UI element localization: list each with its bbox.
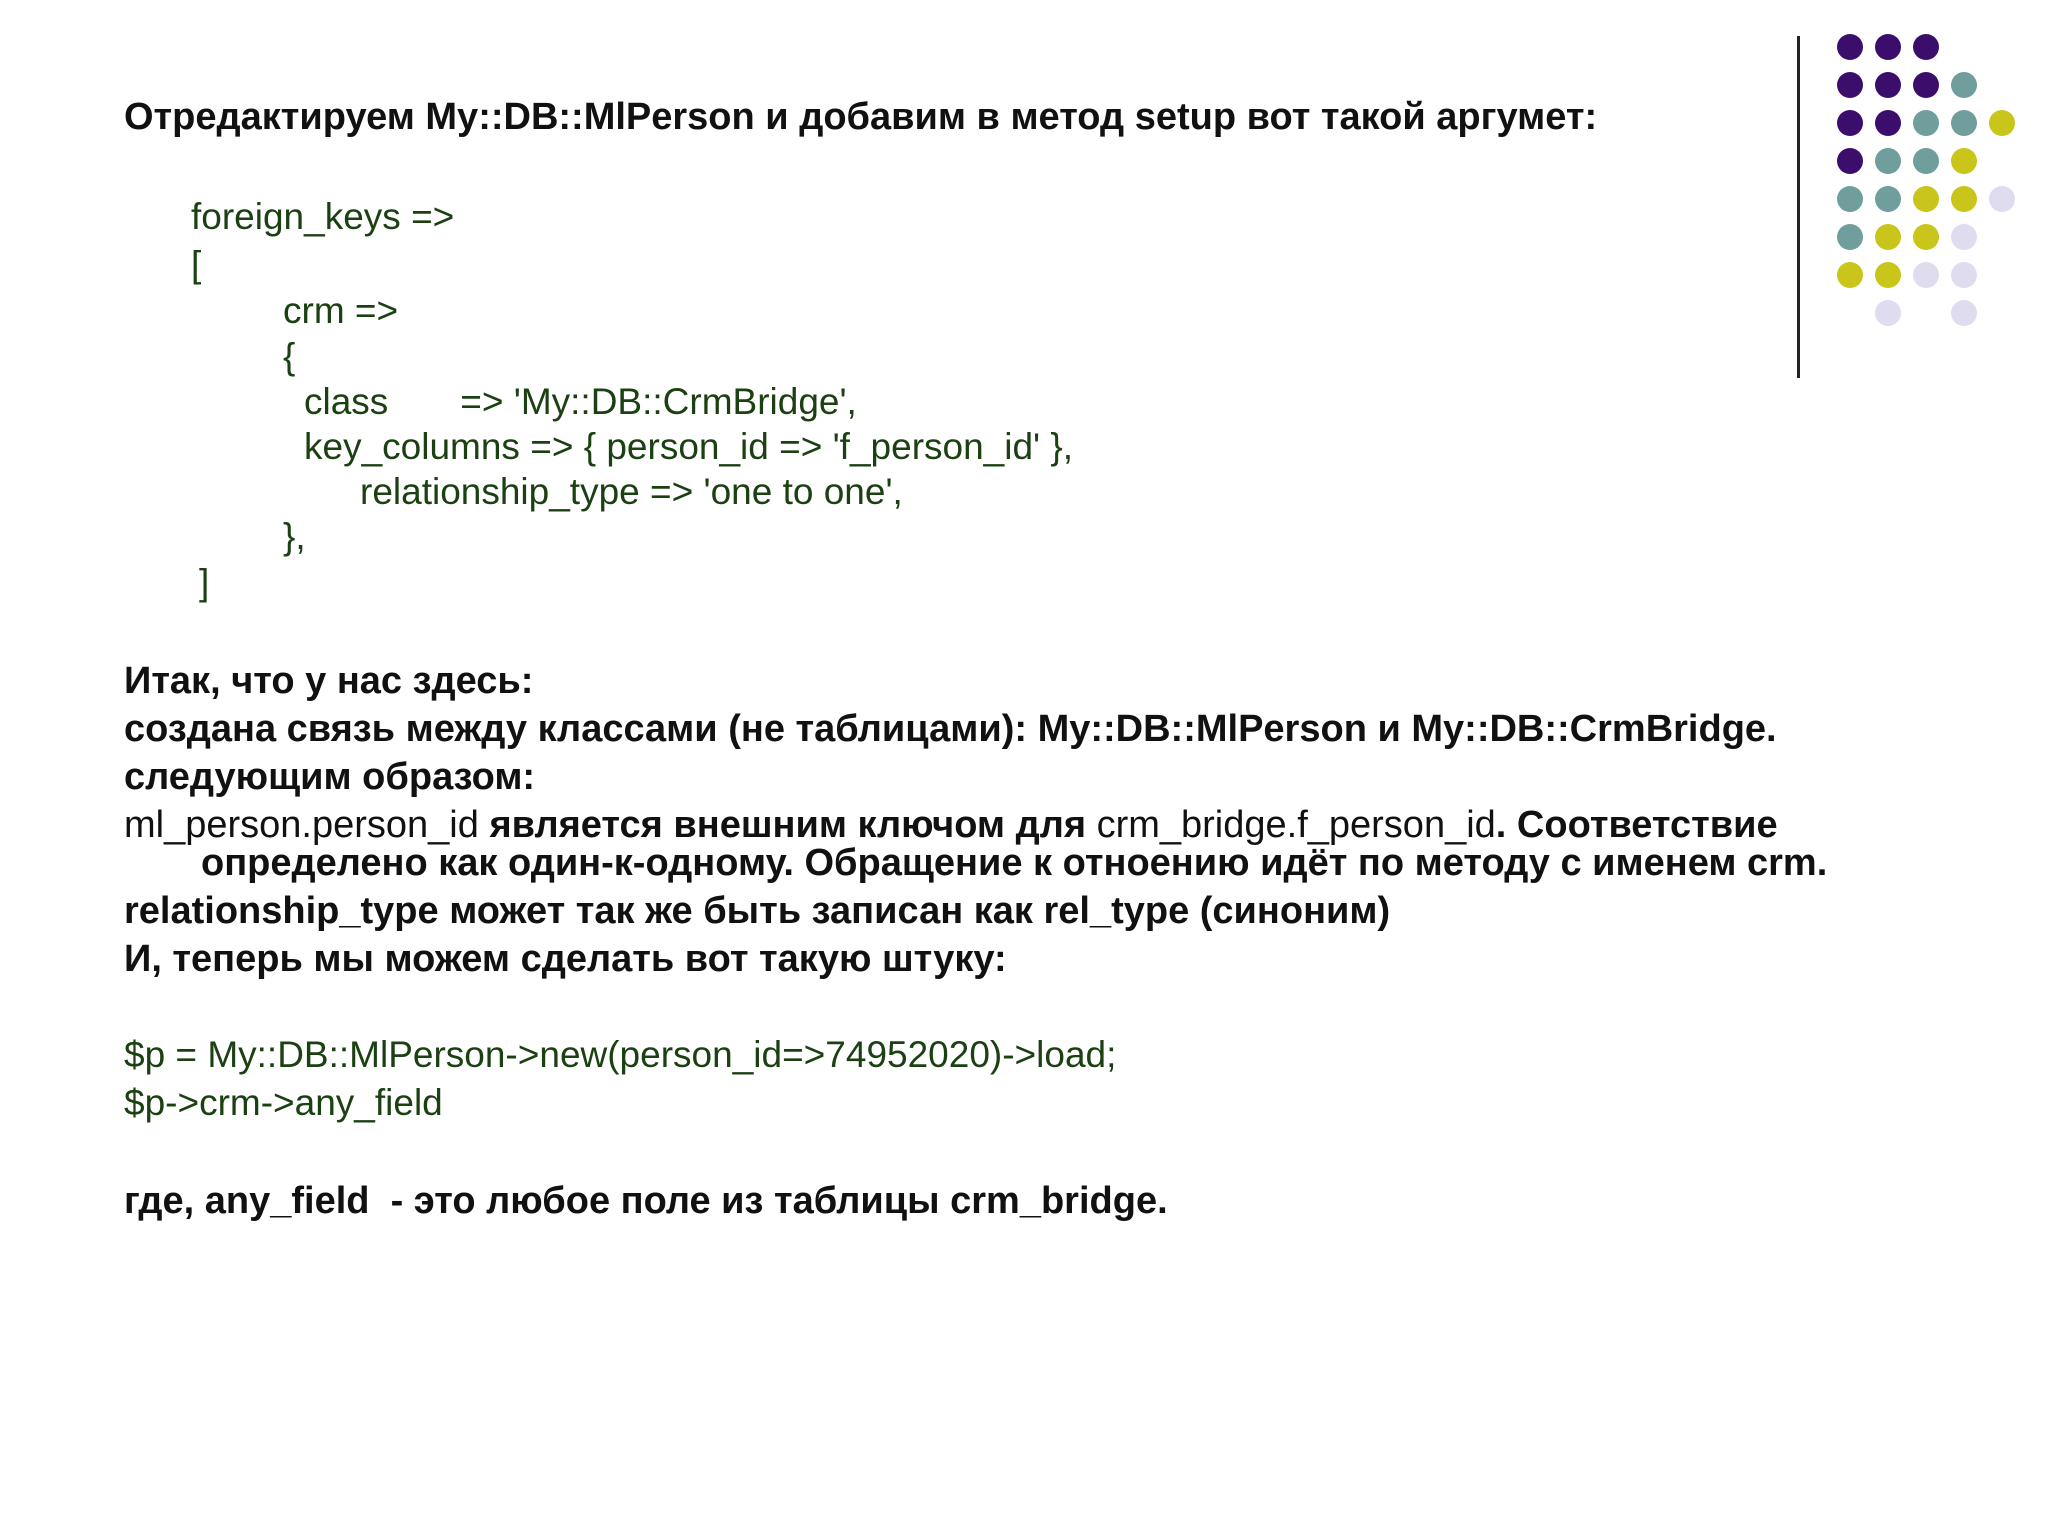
inline-bold: . Соответствие: [1495, 804, 1778, 846]
decorative-dot: [1951, 72, 1977, 98]
decorative-dot: [1913, 110, 1939, 136]
decorative-dot: [1913, 148, 1939, 174]
decorative-dot: [1837, 262, 1863, 288]
decorative-dot: [1989, 110, 2015, 136]
decorative-dot: [1875, 110, 1901, 136]
inline-bold: является внешним ключом для: [478, 804, 1097, 846]
decorative-dot: [1875, 186, 1901, 212]
code-line: ]: [199, 562, 210, 603]
explanation-line: определено как один-к-одному. Обращение к отноению идёт по методу с именем crm.: [201, 842, 1828, 884]
decorative-dot: [1875, 224, 1901, 250]
decorative-dot: [1951, 224, 1977, 250]
decorative-dot: [1875, 72, 1901, 98]
code-line: crm =>: [283, 290, 399, 331]
decorative-dot: [1837, 186, 1863, 212]
explanation-line: И, теперь мы можем сделать вот такую штуку:: [124, 938, 1007, 980]
explanation-line: relationship_type может так же быть записан как rel_type (синоним): [124, 890, 1391, 932]
decorative-dot: [1951, 186, 1977, 212]
decorative-dot: [1837, 34, 1863, 60]
decorative-dot: [1913, 72, 1939, 98]
decorative-dot: [1837, 72, 1863, 98]
decorative-dot: [1837, 110, 1863, 136]
inline-code: crm_bridge.f_person_id: [1096, 804, 1496, 846]
code-line: class => 'My::DB::CrmBridge',: [304, 381, 857, 422]
decorative-dot: [1951, 110, 1977, 136]
decorative-dot: [1913, 34, 1939, 60]
decorative-dot: [1989, 186, 2015, 212]
decorative-dot: [1913, 186, 1939, 212]
code-line: $p->crm->any_field: [124, 1082, 443, 1123]
decorative-dot: [1913, 262, 1939, 288]
explanation-line-mixed: [124, 804, 1778, 847]
decorative-dot: [1951, 148, 1977, 174]
code-line: $p = My::DB::MlPerson->new(person_id=>74952020)->load;: [124, 1034, 1117, 1075]
decorative-dot: [1875, 300, 1901, 326]
decorative-dot: [1837, 148, 1863, 174]
explanation-line: создана связь между классами (не таблицами): My::DB::MlPerson и My::DB::CrmBridge.: [124, 708, 1777, 750]
footer-note: где, any_field - это любое поле из таблицы crm_bridge.: [124, 1180, 1168, 1222]
decorative-dot: [1951, 262, 1977, 288]
code-line: [: [191, 244, 202, 285]
code-line: foreign_keys =>: [191, 196, 455, 237]
decorative-dot: [1875, 262, 1901, 288]
decorative-dot-grid: [1837, 34, 2047, 334]
slide-heading: Отредактируем My::DB::MlPerson и добавим в метод setup вот такой аргумет:: [124, 96, 1598, 138]
explanation-line: следующим образом:: [124, 756, 536, 798]
code-line: relationship_type => 'one to one',: [360, 471, 903, 512]
explanation-line: Итак, что у нас здесь:: [124, 660, 534, 702]
code-line: {: [283, 336, 296, 377]
decorative-dot: [1837, 224, 1863, 250]
decorative-dot: [1875, 34, 1901, 60]
decorative-dot: [1913, 224, 1939, 250]
decorative-dot: [1951, 300, 1977, 326]
decorative-dot: [1875, 148, 1901, 174]
divider-line: [1797, 36, 1800, 378]
code-line: },: [283, 516, 306, 557]
inline-code: ml_person.person_id: [124, 804, 479, 846]
code-line: key_columns => { person_id => 'f_person_id' },: [304, 426, 1074, 467]
